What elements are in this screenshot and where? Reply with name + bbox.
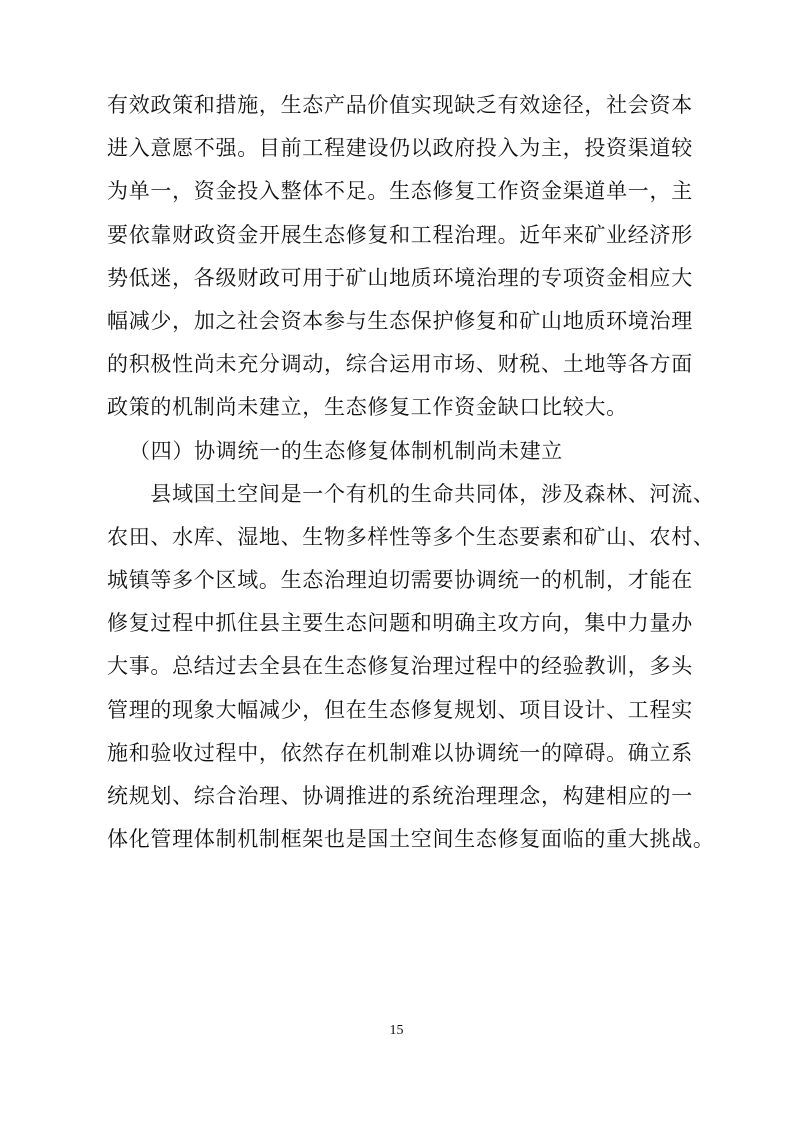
text-line: 农田、水库、湿地、生物多样性等多个生态要素和矿山、农村、 [107, 524, 715, 549]
body-text [107, 84, 747, 861]
text-line: 的积极性尚未充分调动，综合运用市场、财税、土地等各方面 [107, 352, 693, 377]
text-line: 有效政策和措施，生态产品价值实现缺乏有效途径，社会资本 [107, 93, 693, 117]
text-line: 施和验收过程中，依然存在机制难以协调统一的障碍。确立系 [107, 740, 693, 765]
text-line: 政策的机制尚未建立，生态修复工作资金缺口比较大。 [107, 395, 628, 420]
text-line: 管理的现象大幅减少，但在生态修复规划、项目设计、工程实 [107, 697, 693, 722]
text-line: 为单一，资金投入整体不足。生态修复工作资金渠道单一，主 [107, 179, 693, 204]
paragraph-section-4 [107, 473, 747, 862]
text-line: 大事。总结过去全县在生态修复治理过程中的经验教训，多头 [107, 654, 693, 679]
text-line: 修复过程中抓住县主要生态问题和明确主攻方向，集中力量办 [107, 611, 693, 636]
text-line: 幅减少，加之社会资本参与生态保护修复和矿山地质环境治理 [107, 308, 693, 333]
text-line: 县域国土空间是一个有机的生命共同体，涉及森林、河流、 [150, 481, 715, 506]
section-heading: （四）协调统一的生态修复体制机制尚未建立 [129, 438, 563, 463]
text-line: 体化管理体制机制框架也是国土空间生态修复面临的重大挑战。 [107, 827, 715, 852]
text-line: 势低迷，各级财政可用于矿山地质环境治理的专项资金相应大 [107, 265, 693, 290]
text-line: 要依靠财政资金开展生态修复和工程治理。近年来矿业经济形 [107, 222, 693, 247]
text-line: 统规划、综合治理、协调推进的系统治理理念，构建相应的一 [107, 784, 693, 808]
text-line: 城镇等多个区域。生态治理迫切需要协调统一的机制，才能在 [107, 568, 693, 593]
paragraph-continued [107, 84, 747, 430]
text-line: 进入意愿不强。目前工程建设仍以政府投入为主，投资渠道较 [107, 136, 693, 161]
page-number: 15 [389, 1023, 404, 1038]
